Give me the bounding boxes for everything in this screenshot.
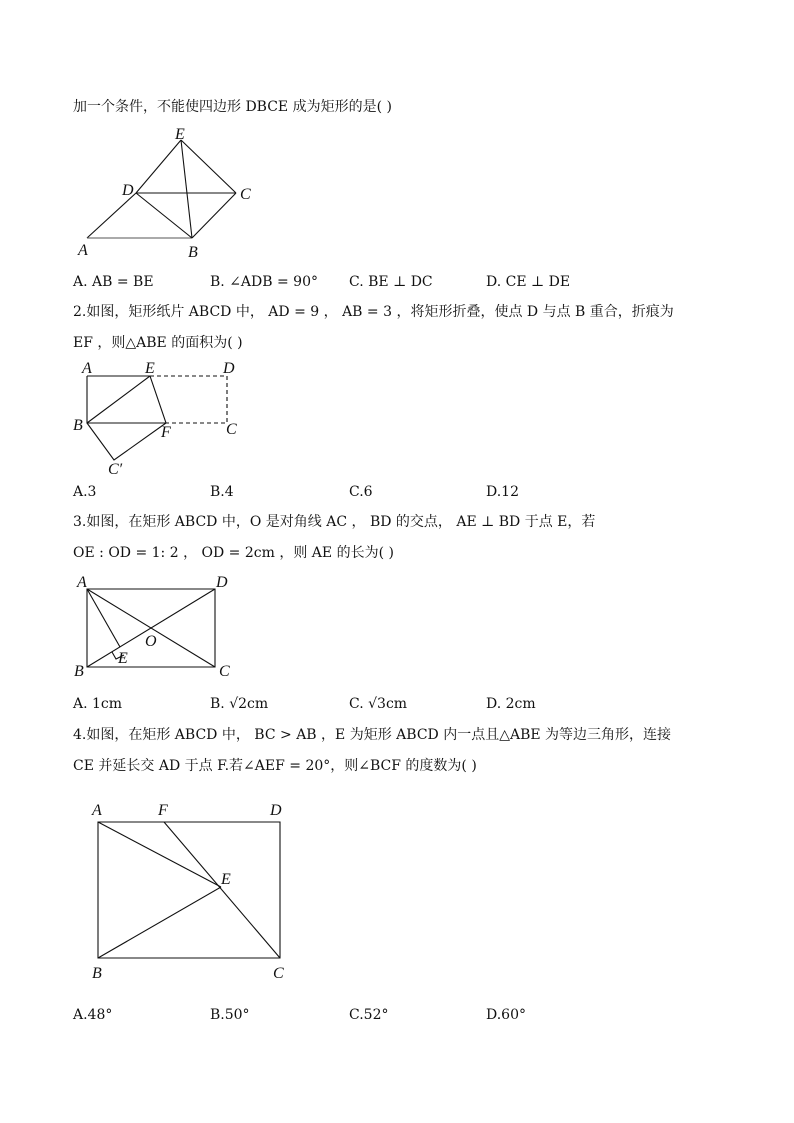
q1-option-b: B. ∠ADB = 90° <box>210 274 318 290</box>
q3-option-a: A. 1cm <box>73 696 123 712</box>
q3-option-d: D. 2cm <box>486 696 536 712</box>
q2-label-f: F <box>161 424 171 441</box>
q4-label-b: B <box>92 965 102 982</box>
q2-label-e: E <box>145 360 155 377</box>
q3-stem-line1: 3.如图，在矩形 ABCD 中，O 是对角线 AC ， BD 的交点， AE ⊥ BD 于点 E，若 <box>73 514 596 530</box>
q3-option-b: B. √2cm <box>210 696 269 712</box>
q2-option-c: C.6 <box>349 484 373 500</box>
q1-label-d: D <box>122 182 134 199</box>
q2-label-a: A <box>82 360 92 377</box>
q2-label-c: C <box>226 421 237 438</box>
q4-option-a: A.48° <box>73 1007 113 1023</box>
q2-option-b: B.4 <box>210 484 234 500</box>
q3-label-b: B <box>74 663 84 680</box>
q4-option-d: D.60° <box>486 1007 526 1023</box>
q2-label-d: D <box>223 360 235 377</box>
q4-label-c: C <box>273 965 284 982</box>
q1-option-a: A. AB = BE <box>73 274 154 290</box>
q2-stem-line1: 2.如图，矩形纸片 ABCD 中， AD = 9 ， AB = 3 ，将矩形折叠，使点 D 与点 B 重合，折痕为 <box>73 304 674 320</box>
q4-option-c: C.52° <box>349 1007 389 1023</box>
q3-stem-line2: OE : OD = 1: 2 ， OD = 2cm ，则 AE 的长为( ) <box>73 545 394 561</box>
q1-stem: 加一个条件，不能使四边形 DBCE 成为矩形的是( ) <box>73 99 392 115</box>
q1-label-e: E <box>175 126 185 143</box>
q2-figure <box>70 360 260 480</box>
q1-label-b: B <box>188 244 198 261</box>
q1-option-d: D. CE ⊥ DE <box>486 274 571 290</box>
q4-option-b: B.50° <box>210 1007 250 1023</box>
q4-stem-line2: CE 并延长交 AD 于点 F.若∠AEF = 20°，则∠BCF 的度数为( ) <box>73 758 477 774</box>
q4-label-e: E <box>221 871 231 888</box>
q3-option-c: C. √3cm <box>349 696 408 712</box>
q2-stem-line2: EF ，则△ABE 的面积为( ) <box>73 335 243 351</box>
q2-label-c-prime: C′ <box>108 461 123 478</box>
q2-option-d: D.12 <box>486 484 519 500</box>
q3-label-e: E <box>118 650 128 667</box>
q1-figure <box>70 125 270 265</box>
q2-label-b: B <box>73 417 83 434</box>
q3-label-a: A <box>77 574 87 591</box>
q4-figure <box>70 796 300 986</box>
q1-option-c: C. BE ⊥ DC <box>349 274 433 290</box>
q1-label-a: A <box>78 242 88 259</box>
q4-label-a: A <box>92 802 102 819</box>
q3-label-o: O <box>145 633 157 650</box>
q2-option-a: A.3 <box>73 484 97 500</box>
q4-label-f: F <box>158 802 168 819</box>
q1-label-c: C <box>240 186 251 203</box>
q4-label-d: D <box>270 802 282 819</box>
q3-figure <box>70 570 245 682</box>
q3-label-c: C <box>219 663 230 680</box>
q3-label-d: D <box>216 574 228 591</box>
q4-stem-line1: 4.如图，在矩形 ABCD 中， BC > AB ，E 为矩形 ABCD 内一点且△ABE 为等边三角形，连接 <box>73 727 672 743</box>
